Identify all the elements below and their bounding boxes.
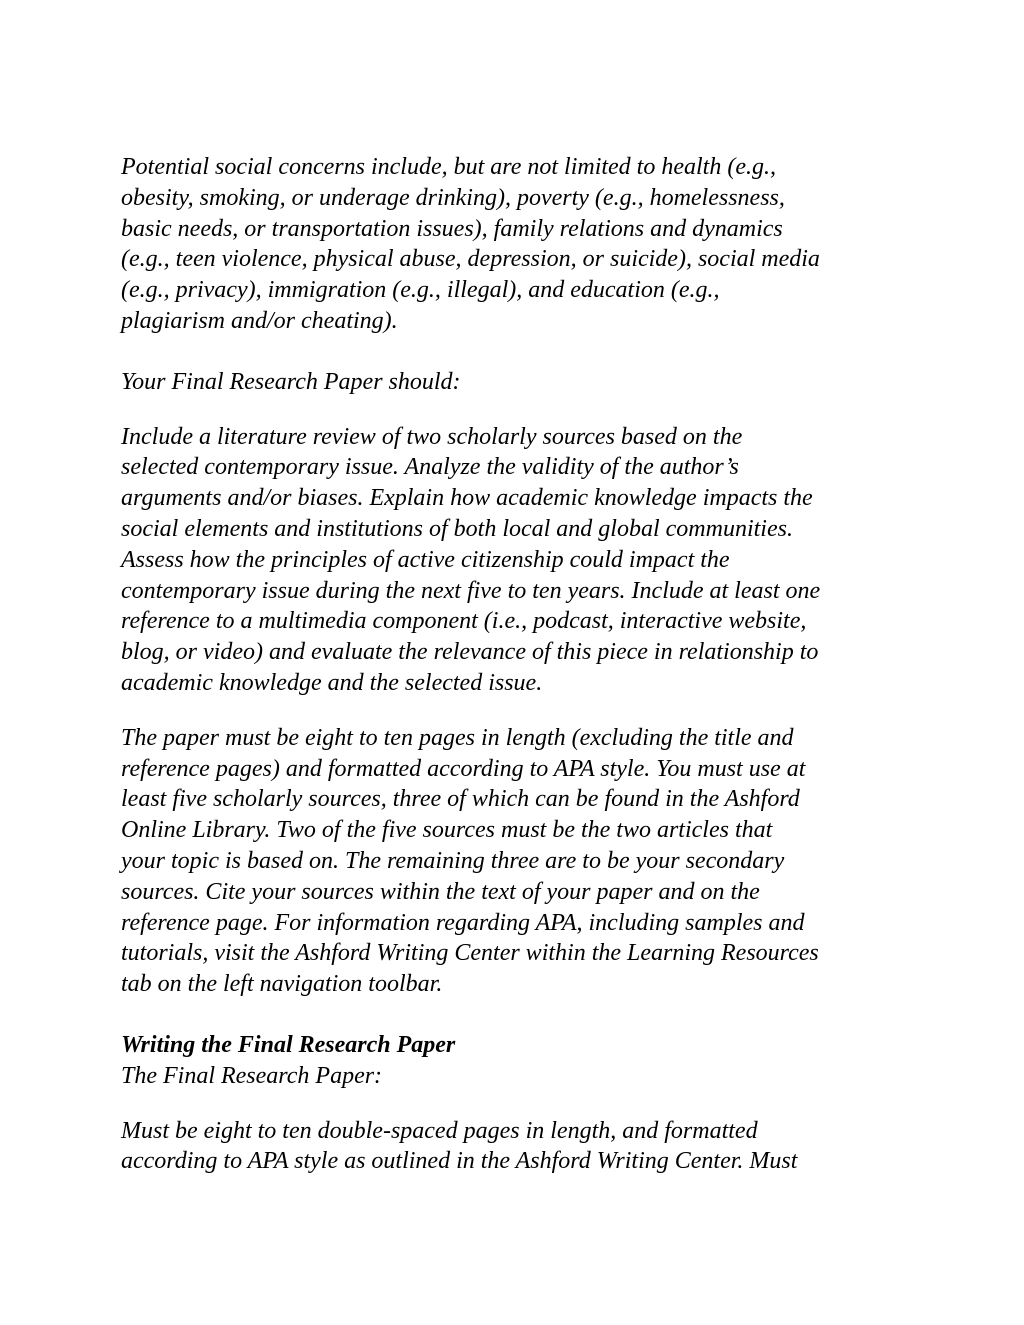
text-line: reference pages) and formatted according to APA style. You must use at <box>121 755 806 782</box>
text-line: least five scholarly sources, three of which can be found in the Ashford <box>121 786 800 813</box>
text-line: reference to a multimedia component (i.e., podcast, interactive website, <box>121 608 807 635</box>
text-line: selected contemporary issue. Analyze the validity of the author’s <box>121 454 739 481</box>
paragraph-literature-review <box>121 422 911 699</box>
text-line: blog, or video) and evaluate the relevance of this piece in relationship to <box>121 639 819 666</box>
document-body <box>121 152 911 1177</box>
text-line: Assess how the principles of active citizenship could impact the <box>121 546 730 573</box>
paragraph-social-concerns <box>121 152 911 337</box>
text-line: basic needs, or transportation issues), family relations and dynamics <box>121 215 783 242</box>
text-line: (e.g., teen violence, physical abuse, depression, or suicide), social media <box>121 246 820 273</box>
text-line: tab on the left navigation toolbar. <box>121 971 443 998</box>
text-line: contemporary issue during the next five to ten years. Include at least one <box>121 577 821 604</box>
section-heading: Writing the Final Research Paper <box>121 1031 456 1058</box>
paragraph-paper-requirements <box>121 723 911 1000</box>
text-line: The Final Research Paper: <box>121 1062 383 1089</box>
text-line: obesity, smoking, or underage drinking), poverty (e.g., homelessness, <box>121 184 785 211</box>
text-line: plagiarism and/or cheating). <box>121 307 398 334</box>
text-line: sources. Cite your sources within the text of your paper and on the <box>121 878 760 905</box>
text-line: Your Final Research Paper should: <box>121 368 461 395</box>
text-line: arguments and/or biases. Explain how academic knowledge impacts the <box>121 485 813 512</box>
text-line: Must be eight to ten double-spaced pages in length, and formatted <box>121 1117 758 1144</box>
paragraph-paper-should <box>121 367 911 398</box>
text-line: (e.g., privacy), immigration (e.g., illegal), and education (e.g., <box>121 277 720 304</box>
text-line: The paper must be eight to ten pages in length (excluding the title and <box>121 724 794 751</box>
text-line: Online Library. Two of the five sources must be the two articles that <box>121 817 773 844</box>
text-line: academic knowledge and the selected issue. <box>121 669 543 696</box>
text-line: your topic is based on. The remaining three are to be your secondary <box>121 847 785 874</box>
text-line: social elements and institutions of both local and global communities. <box>121 515 793 542</box>
paragraph-must-be <box>121 1116 911 1178</box>
text-line: Potential social concerns include, but are not limited to health (e.g., <box>121 154 776 180</box>
section-writing-final-paper <box>121 1030 911 1092</box>
text-line: Include a literature review of two scholarly sources based on the <box>121 423 743 450</box>
text-line: according to APA style as outlined in the Ashford Writing Center. Must <box>121 1148 798 1175</box>
text-line: reference page. For information regarding APA, including samples and <box>121 909 805 936</box>
text-line: tutorials, visit the Ashford Writing Center within the Learning Resources <box>121 940 819 967</box>
